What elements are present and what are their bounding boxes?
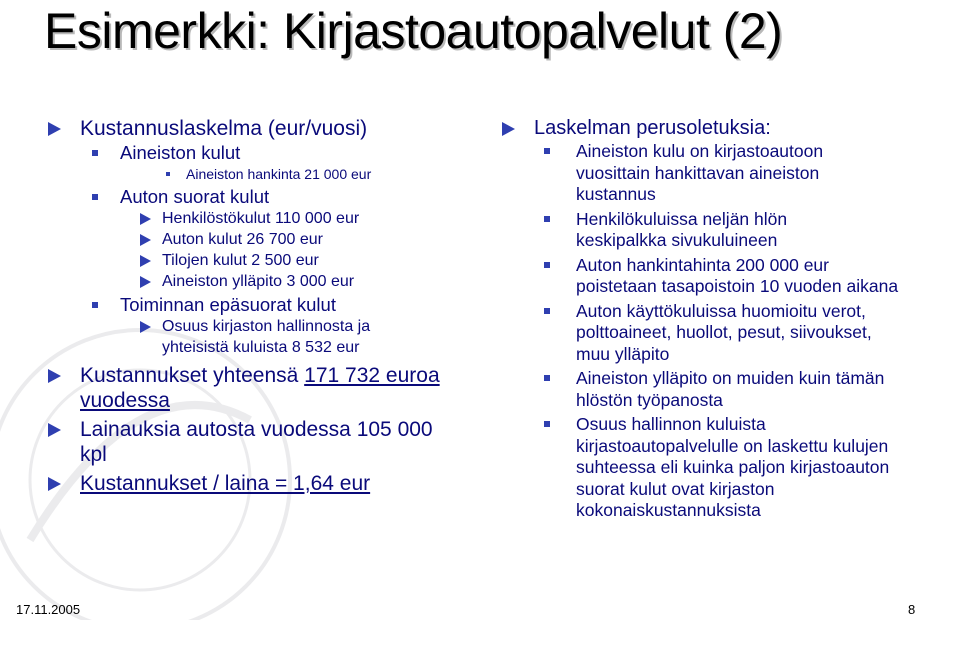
- bullet-kustannukset-laina: Kustannukset / laina = 1,64 eur: [46, 471, 446, 496]
- bullet-perusoletuksia: Laskelman perusoletuksia:: [500, 116, 930, 140]
- arrow-bullet-icon: [48, 122, 61, 136]
- list-item: Auton käyttökuluissa huomioitu verot, polttoaineet, huollot, pesut, siivoukset, muu ylläpito: [544, 301, 906, 366]
- footer-date: 17.11.2005: [16, 602, 81, 617]
- square-bullet-icon: [544, 308, 550, 314]
- square-bullet-icon: [544, 148, 550, 154]
- arrow-bullet-icon: [140, 234, 151, 246]
- arrow-bullet-icon: [140, 255, 151, 267]
- square-bullet-icon: [92, 194, 98, 200]
- page-number: 8: [908, 602, 916, 617]
- list-item: Aineiston ylläpito on muiden kuin tämän hlöstön työpanosta: [544, 368, 906, 411]
- left-column: [46, 116, 446, 497]
- right-column: [500, 116, 930, 525]
- square-bullet-icon: [544, 375, 550, 381]
- bullet-aineiston-hankinta: Aineiston hankinta 21 000 eur: [162, 164, 446, 184]
- arrow-bullet-icon: [140, 213, 151, 225]
- square-bullet-icon: [92, 302, 98, 308]
- list-item: Henkilöstökulut 110 000 eur: [140, 208, 446, 229]
- arrow-bullet-icon: [140, 276, 151, 288]
- arrow-bullet-icon: [140, 321, 151, 333]
- bullet-kustannukset-yhteensa: Kustannukset yhteensä 171 732 euroa vuodessa: [46, 363, 440, 413]
- list-item: Auton kulut 26 700 eur: [140, 229, 446, 250]
- square-bullet-icon: [544, 421, 550, 427]
- list-item: Osuus hallinnon kuluista kirjastoautopalvelulle on laskettu kulujen suhteessa eli kuinka paljon kirjastoauton suorat kulut ovat kirjaston kokonaiskustannuksista: [544, 414, 916, 522]
- list-item: Auton hankintahinta 200 000 eur poistetaan tasapoistoin 10 vuoden aikana: [544, 255, 906, 298]
- bullet-toiminnan-kulut: Toiminnan epäsuorat kulut: [92, 294, 446, 316]
- bullet-osuus: Osuus kirjaston hallinnosta ja yhteisistä kuluista 8 532 eur: [140, 316, 412, 358]
- list-item: Henkilökuluissa neljän hlön keskipalkka sivukuluineen: [544, 209, 856, 252]
- list-item: Tilojen kulut 2 500 eur: [140, 250, 446, 271]
- arrow-bullet-icon: [48, 423, 61, 437]
- arrow-bullet-icon: [48, 477, 61, 491]
- square-bullet-icon: [544, 216, 550, 222]
- total-cost-value: 171 732 euroa vuodessa: [80, 364, 440, 412]
- list-item: Aineiston ylläpito 3 000 eur: [140, 271, 446, 292]
- square-bullet-icon: [544, 262, 550, 268]
- square-bullet-icon: [92, 150, 98, 156]
- bullet-lainauksia: Lainauksia autosta vuodessa 105 000 kpl: [46, 417, 440, 467]
- list-item: Aineiston kulu on kirjastoautoon vuosittain hankittavan aineiston kustannus: [544, 141, 876, 206]
- slide-title: Esimerkki: Kirjastoautopalvelut (2): [44, 3, 783, 59]
- bullet-aineiston-kulut: Aineiston kulut: [92, 142, 446, 164]
- arrow-bullet-icon: [48, 369, 61, 383]
- bullet-kustannuslaskelma: Kustannuslaskelma (eur/vuosi): [46, 116, 446, 141]
- square-bullet-icon: [166, 172, 170, 176]
- arrow-bullet-icon: [502, 122, 515, 136]
- bullet-auton-suorat-kulut: Auton suorat kulut: [92, 186, 446, 208]
